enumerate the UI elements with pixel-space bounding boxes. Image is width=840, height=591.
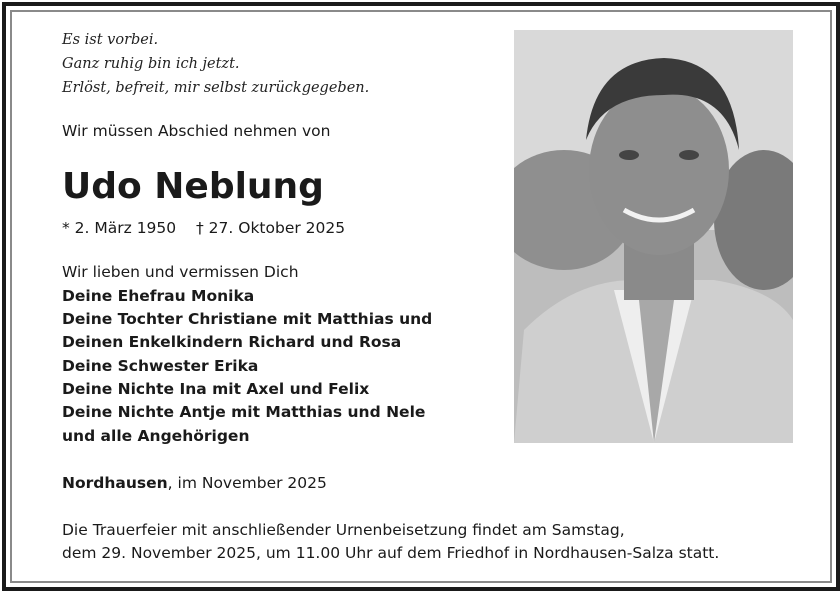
mourner: und alle Angehörigen [62,427,250,445]
poem-line: Erlöst, befreit, mir selbst zurückgegeben. [62,80,370,96]
poem-line: Ganz ruhig bin ich jetzt. [62,56,240,72]
mourner: Deine Tochter Christiane mit Matthias und [62,310,433,328]
love-line: Wir lieben und vermissen Dich [62,263,299,281]
funeral-details: , um 11.00 Uhr auf dem Friedhof in Nordhausen-Salza statt. [256,544,720,562]
place: Nordhausen [62,474,168,492]
birth-date: * 2. März 1950 [62,219,177,237]
intro-text: Wir müssen Abschied nehmen von [62,122,331,140]
funeral-line: Die Trauerfeier mit anschließender Urnenbeisetzung findet am Samstag, [62,521,625,539]
mourner: Deinen Enkelkindern Richard und Rosa [62,333,402,351]
funeral-line [62,543,719,563]
mourner: Deine Nichte Ina mit Axel und Felix [62,380,370,398]
mourner: Deine Ehefrau Monika [62,287,255,305]
mourner: Deine Nichte Antje mit Matthias und Nele [62,403,426,421]
portrait-photo [514,30,793,443]
death-date: † 27. Oktober 2025 [196,219,346,237]
funeral-date: dem 29. November 2025 [62,544,256,562]
place-date [62,473,327,493]
deceased-name: Udo Neblung [62,166,324,207]
poem-line: Es ist vorbei. [62,32,159,48]
date: , im November 2025 [167,474,327,492]
mourner: Deine Schwester Erika [62,357,259,375]
